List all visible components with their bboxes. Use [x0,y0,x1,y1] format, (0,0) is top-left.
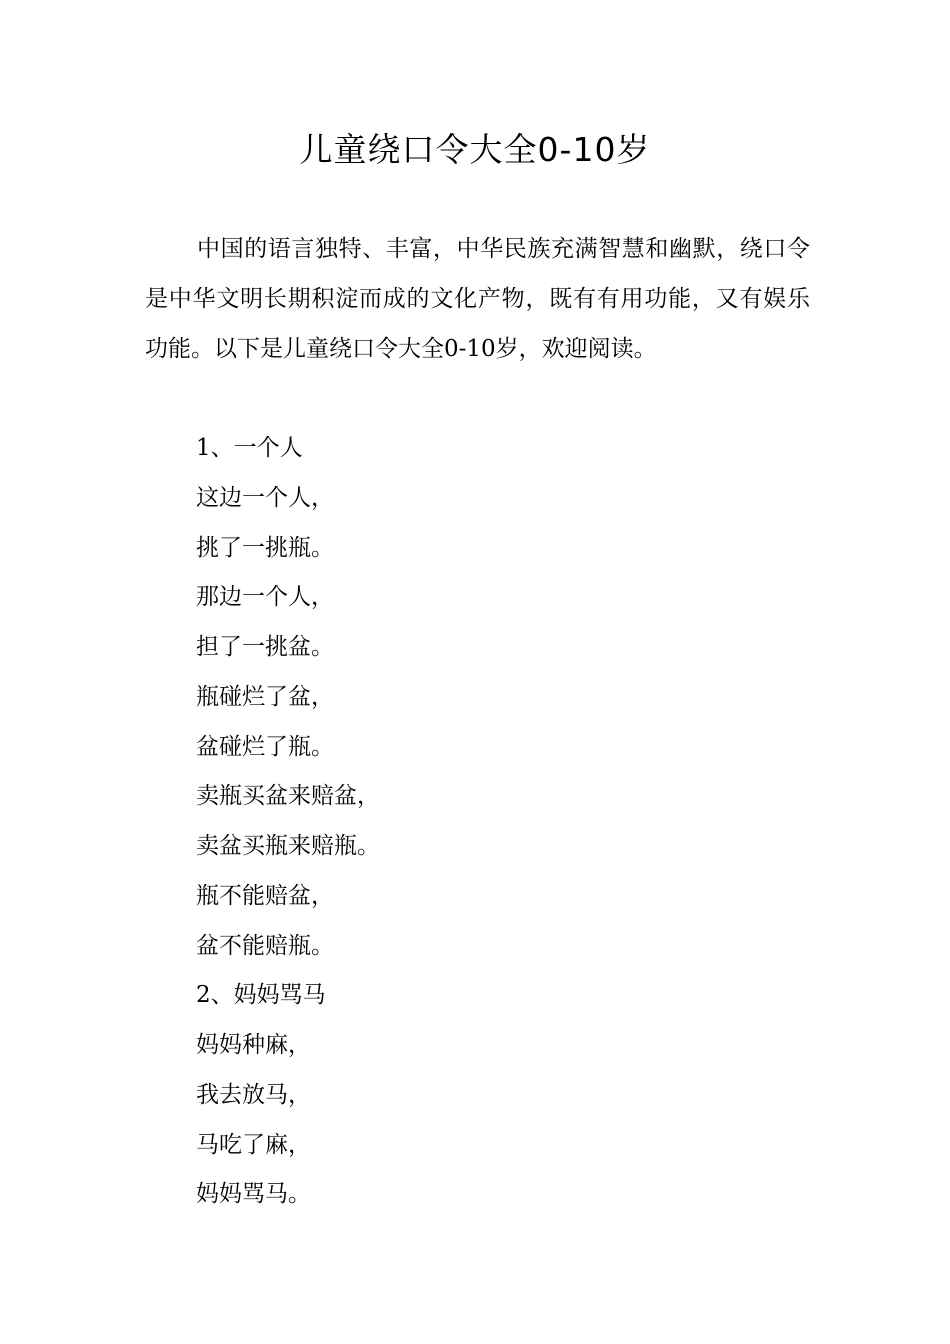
section-heading: 1、一个人 [196,435,303,461]
verse-line: 那边一个人， [196,584,334,611]
verse-line: 妈妈骂马。 [196,1181,311,1208]
verse-line: 瓶不能赔盆， [196,882,334,909]
verse-line: 我去放马， [196,1081,311,1108]
verse-line: 这边一个人， [196,484,334,511]
verse-line: 瓶碰烂了盆， [196,683,334,710]
verse-line: 卖瓶买盆来赔盆， [196,783,380,810]
tongue-twister-lines [196,424,380,1220]
intro-paragraph: 中国的语言独特、丰富，中华民族充满智慧和幽默，绕口令是中华文明长期积淀而成的文化产物，既有有用功能，又有娱乐功能。以下是儿童绕口令大全0-10岁，欢迎阅读。 [145,236,810,362]
verse-line: 马吃了麻， [196,1131,311,1158]
verse-line: 担了一挑盆。 [196,634,334,660]
document-title: 儿童绕口令大全0-10岁 [299,130,651,169]
verse-line: 妈妈种麻， [196,1032,311,1058]
section-heading: 2、妈妈骂马 [196,982,326,1009]
verse-line: 盆碰烂了瓶。 [196,733,334,760]
verse-line: 挑了一挑瓶。 [196,534,334,561]
verse-line: 卖盆买瓶来赔瓶。 [196,833,380,859]
verse-line: 盆不能赔瓶。 [196,932,334,959]
